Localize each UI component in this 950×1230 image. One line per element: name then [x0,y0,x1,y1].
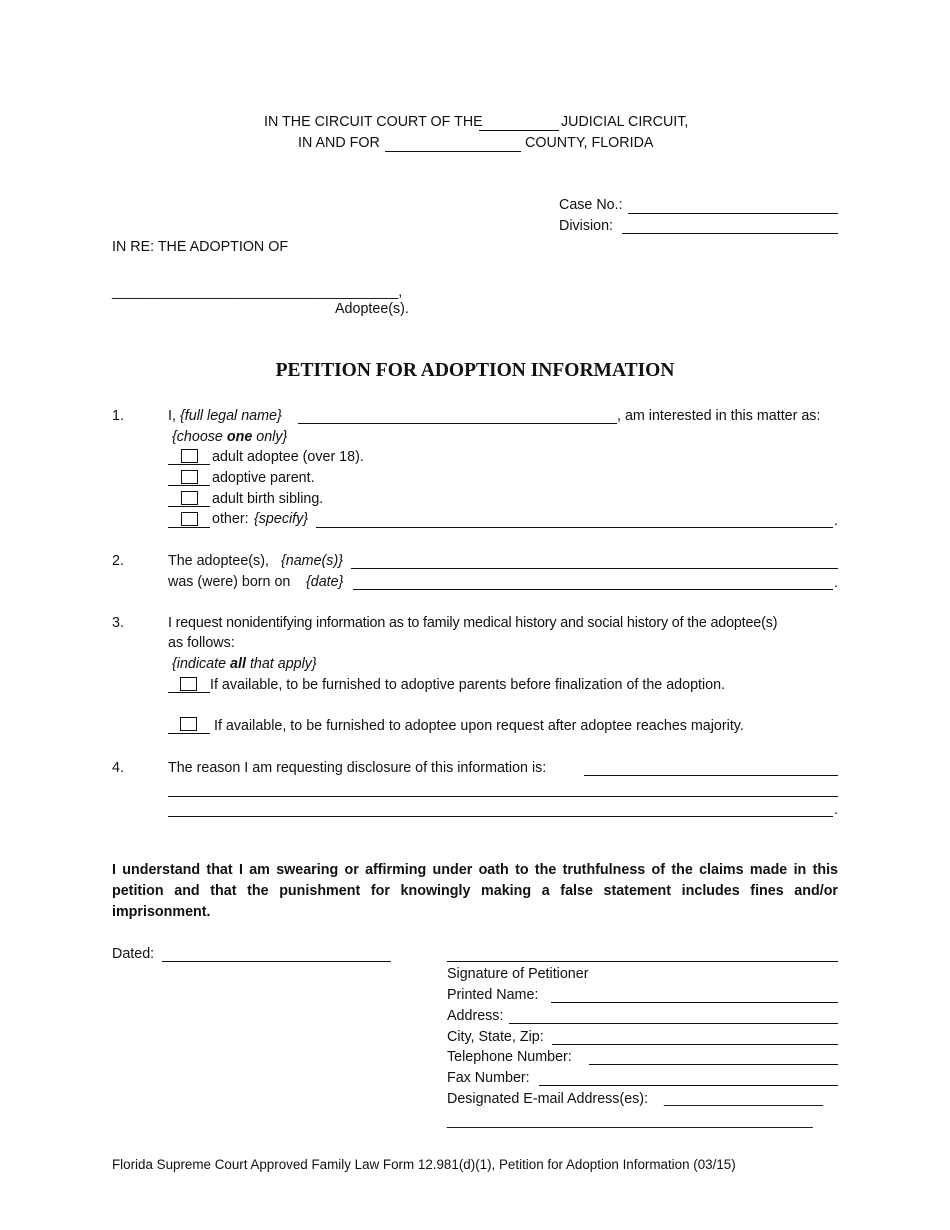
court-line-2-label: IN AND FOR [298,135,380,151]
email-field-2[interactable]: ______________________________________________ [447,1113,813,1129]
court-line-2-suffix: COUNTY, FLORIDA [525,135,654,151]
item-2-name-hint: {name(s)} [281,553,343,569]
telephone-field[interactable] [589,1064,838,1065]
page-title: PETITION FOR ADOPTION INFORMATION [275,360,675,381]
item-3-option-2-label: If available, to be furnished to adoptee upon request after adoptee reaches majority. [214,718,744,734]
item-3-option-1-label: If available, to be furnished to adoptive parents before finalization of the adoption. [210,677,726,693]
checkbox-adult-birth-sibling[interactable] [181,491,198,505]
item-2-line2-lead: was (were) born on [168,574,291,590]
adoptee-label: Adoptee(s). [335,301,409,317]
printed-name-field[interactable] [551,1002,838,1003]
item-2-line1-lead: The adoptee(s), [168,553,269,569]
telephone-label: Telephone Number: [447,1049,572,1065]
signature-line[interactable] [447,961,838,962]
item-1-instruction: {choose one only} [172,429,288,445]
reason-field-line-1[interactable] [584,775,838,776]
city-state-zip-label: City, State, Zip: [447,1029,544,1045]
printed-name-label: Printed Name: [447,987,539,1003]
item-1-tail: , am interested in this matter as: [617,408,821,424]
division-field[interactable] [622,233,838,234]
email-label: Designated E-mail Address(es): [447,1091,649,1107]
option-underline [168,733,210,734]
item-2-number: 2. [112,553,124,569]
checkbox-other[interactable] [181,512,198,526]
item-3-instruction: {indicate all that apply} [172,656,317,672]
signature-label: Signature of Petitioner [447,966,589,982]
other-specify-field[interactable] [316,527,833,528]
item-4-period: . [834,802,838,818]
dated-label: Dated: [112,946,155,962]
item-4-text: The reason I am requesting disclosure of this information is: [168,760,547,776]
option-underline [168,464,210,465]
form-footer: Florida Supreme Court Approved Family Law Form 12.981(d)(1), Petition for Adoption Information (03/15) [112,1157,736,1172]
fax-label: Fax Number: [447,1070,530,1086]
county-field[interactable] [385,151,521,152]
dated-field[interactable] [162,961,391,962]
reason-field-line-2[interactable] [168,796,838,797]
item-4-number: 4. [112,760,124,776]
checkbox-adoptee-after-majority[interactable] [180,717,197,731]
case-no-field[interactable] [628,213,838,214]
reason-field-line-3[interactable] [168,816,833,817]
checkbox-adult-adoptee[interactable] [181,449,198,463]
item-1-lead: I, [168,408,176,424]
item-2-period: . [834,575,838,591]
address-label: Address: [447,1008,504,1024]
case-no-label: Case No.: [559,197,623,213]
item-1-name-hint: {full legal name} [180,408,282,424]
checkbox-adoptive-parent[interactable] [181,470,198,484]
option-adult-birth-sibling-label: adult birth sibling. [212,491,324,507]
option-other-label: other: [212,511,249,527]
circuit-number-field[interactable] [479,130,559,131]
option-other-hint: {specify} [254,511,309,527]
item-3-number: 3. [112,615,124,631]
item-3-text-line-1: I request nonidentifying information as to family medical history and social history of the adoptee(s) [168,615,778,631]
option-underline [168,485,210,486]
in-re-caption: IN RE: THE ADOPTION OF [112,239,289,255]
checkbox-adoptive-parents-before-finalization[interactable] [180,677,197,691]
option-adult-adoptee-label: adult adoptee (over 18). [212,449,364,465]
adoptee-name-field[interactable]: ____________________________________, [112,284,403,300]
court-line-1-suffix: JUDICIAL CIRCUIT, [561,114,689,130]
option-underline [168,527,210,528]
item-1-period: . [834,513,838,529]
item-2-date-hint: {date} [306,574,344,590]
oath-statement: I understand that I am swearing or affirming under oath to the truthfulness of the claims made in this petition and that the punishment for knowingly making a false statement includes fines and/or imprisonment. [112,862,838,920]
fax-field[interactable] [539,1085,838,1086]
option-underline [168,692,210,693]
adoptee-names-field[interactable] [351,568,838,569]
item-3-text-line-2: as follows: [168,635,235,651]
birth-date-field[interactable] [353,589,833,590]
city-state-zip-field[interactable] [552,1044,838,1045]
option-adoptive-parent-label: adoptive parent. [212,470,315,486]
division-label: Division: [559,218,614,234]
item-1-number: 1. [112,408,124,424]
option-underline [168,506,210,507]
email-field[interactable]: ____________________ [664,1091,824,1107]
full-legal-name-field[interactable] [298,423,617,424]
court-line-1-label: IN THE CIRCUIT COURT OF THE [264,114,483,130]
address-field[interactable] [509,1023,838,1024]
